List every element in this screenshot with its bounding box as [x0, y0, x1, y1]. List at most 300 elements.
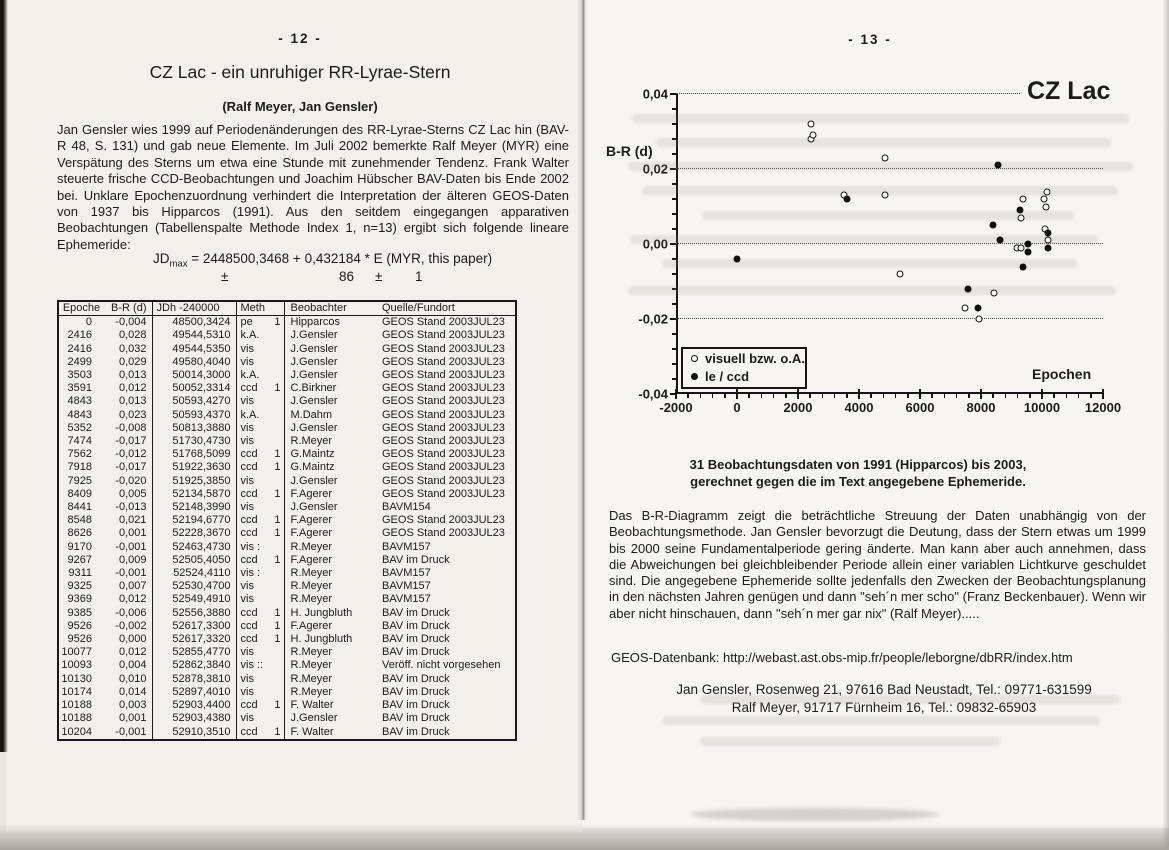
table-row [58, 659, 516, 672]
y-minor-tick-mark [672, 198, 676, 200]
x-minor-tick-mark [1090, 394, 1092, 398]
observations-table [57, 300, 517, 741]
cell-br: 0,001 [104, 527, 152, 540]
x-minor-tick-mark [956, 394, 958, 398]
data-point-open [975, 316, 982, 323]
col-header-beobachter: Beobachter [290, 302, 347, 314]
cell-beobachter: R.Meyer [290, 540, 333, 553]
bleed-through-artifact [700, 695, 1120, 704]
cell-epoche: 5352 [67, 421, 92, 434]
cell-quelle: BAV im Druck [382, 646, 450, 659]
cell-epoche: 2416 [67, 342, 92, 355]
x-minor-tick-mark [1078, 394, 1080, 398]
data-point-open [1041, 196, 1048, 203]
cell-beobachter: J.Gensler [290, 329, 338, 342]
cell-epoche: 9170 [67, 540, 92, 553]
data-point-filled [1020, 263, 1027, 270]
cell-br: 0,000 [104, 633, 152, 646]
y-tick-label: 0,02 [642, 161, 668, 177]
table-row [58, 699, 516, 712]
cell-beobachter: R.Meyer [290, 659, 333, 672]
x-minor-tick-mark [761, 394, 763, 398]
cell-meth: ccd [240, 461, 258, 474]
table-row [58, 488, 516, 501]
cell-quelle: BAVM157 [382, 540, 431, 553]
cell-quelle: BAV im Druck [382, 553, 450, 566]
cell-meth: vis [240, 435, 254, 448]
cell-jdh: 52903,4400 [152, 699, 236, 712]
cell-beobachter: J.Gensler [290, 474, 338, 487]
bleed-through-artifact [628, 286, 1116, 295]
chart-title: CZ Lac [1024, 77, 1113, 106]
cell-meth: ccd [240, 527, 258, 540]
legend-label: le / ccd [705, 368, 750, 384]
x-minor-tick-mark [809, 394, 811, 398]
data-point-filled [1024, 241, 1031, 248]
data-point-filled [964, 286, 971, 293]
cell-beobachter: H. Jungbluth [290, 606, 353, 619]
cell-quelle: BAV im Druck [382, 725, 450, 738]
x-minor-tick-mark [992, 394, 994, 398]
figure-caption [608, 456, 1108, 490]
cell-beobachter: H. Jungbluth [290, 633, 353, 646]
bleed-through-artifact [632, 114, 1130, 123]
table-row [58, 448, 516, 461]
cell-epoche: 9369 [67, 593, 92, 606]
x-tick-mark [736, 389, 738, 399]
x-axis-label: Epochen [1032, 366, 1092, 382]
x-tick-label: 8000 [966, 400, 996, 415]
cell-meth: k.A. [240, 369, 260, 382]
table-row [58, 369, 516, 382]
cell-epoche: 9526 [67, 633, 92, 646]
y-minor-tick-mark [672, 333, 676, 335]
data-point-open [1044, 237, 1051, 244]
cell-beobachter: R.Meyer [290, 593, 333, 606]
cell-br: 0,013 [104, 369, 152, 382]
col-header-br: B-R (d) [104, 301, 152, 316]
x-minor-tick-mark [1053, 394, 1055, 398]
cell-beobachter: R.Meyer [290, 567, 333, 580]
cell-jdh: 52524,4110 [152, 567, 236, 580]
cell-beobachter: J.Gensler [290, 355, 338, 368]
open-circle-marker-icon [691, 355, 698, 362]
cell-br: -0,017 [104, 461, 152, 474]
cell-jdh: 52505,4050 [152, 554, 236, 567]
cell-index: 1 [268, 382, 284, 395]
cell-quelle: BAVM157 [382, 593, 431, 606]
cell-br: 0,012 [104, 593, 152, 606]
data-point-open [881, 192, 888, 199]
cell-index: 1 [268, 699, 284, 712]
x-minor-tick-mark [1029, 394, 1031, 398]
cell-index [268, 659, 284, 672]
cell-jdh: 52549,4910 [152, 593, 236, 606]
x-minor-tick-mark [1066, 394, 1068, 398]
data-point-filled [994, 162, 1001, 169]
x-tick-mark [675, 389, 677, 399]
cell-jdh: 52194,6770 [152, 514, 236, 527]
cell-beobachter: F. Walter [290, 725, 334, 738]
table-row [58, 580, 516, 593]
x-tick-label: 0 [733, 400, 741, 415]
y-tick-label: 0,04 [642, 86, 668, 102]
cell-index: 1 [268, 633, 284, 646]
x-minor-tick-mark [895, 394, 897, 398]
page-fold-seam [577, 0, 588, 820]
cell-br: 0,021 [104, 514, 152, 527]
cell-jdh: 50052,3314 [152, 382, 236, 395]
cell-beobachter: Hipparcos [290, 316, 341, 329]
cell-meth: vis [240, 580, 254, 593]
table-row [58, 527, 516, 540]
cell-index: 1 [268, 461, 284, 474]
cell-quelle: GEOS Stand 2003JUL23 [382, 448, 505, 461]
cell-index [268, 593, 284, 606]
cell-beobachter: M.Dahm [290, 408, 333, 421]
table-row [58, 686, 516, 699]
cell-jdh: 52617,3300 [152, 620, 236, 633]
cell-epoche: 4843 [67, 408, 92, 421]
cell-beobachter: R.Meyer [290, 672, 333, 685]
cell-beobachter: F. Walter [290, 699, 334, 712]
x-tick-mark [1102, 389, 1104, 399]
cell-br: -0,012 [104, 448, 152, 461]
table-row [58, 541, 516, 554]
cell-br: -0,004 [104, 316, 152, 330]
cell-index [268, 541, 284, 554]
cell-meth: vis : [240, 567, 261, 580]
cell-jdh: 51922,3630 [152, 461, 236, 474]
cell-meth: vis [240, 712, 254, 725]
table-row [58, 620, 516, 633]
cell-quelle: GEOS Stand 2003JUL23 [382, 408, 505, 421]
cell-meth: ccd [240, 699, 258, 712]
cell-epoche: 7474 [67, 435, 92, 448]
cell-jdh: 52910,3510 [152, 726, 236, 740]
x-minor-tick-mark [687, 394, 689, 398]
cell-meth: vis [240, 593, 254, 606]
cell-meth: ccd [240, 382, 258, 395]
legend-entry [683, 367, 805, 385]
cell-quelle: BAV im Druck [382, 672, 450, 685]
cell-meth: k.A. [240, 329, 260, 342]
cell-jdh: 52134,5870 [152, 488, 236, 501]
cell-quelle: GEOS Stand 2003JUL23 [382, 395, 505, 408]
cell-jdh: 52148,3990 [152, 501, 236, 514]
cell-br: 0,009 [104, 554, 152, 567]
cell-index: 1 [268, 316, 284, 330]
cell-epoche: 7562 [67, 448, 92, 461]
contact-line-1: Jan Gensler, Rosenweg 21, 97616 Bad Neustadt, Tel.: 09771-631599 [676, 682, 1092, 697]
cell-beobachter: F.Agerer [290, 514, 333, 527]
cell-meth: ccd [240, 606, 258, 619]
data-point-filled [975, 304, 982, 311]
cell-jdh: 52530,4700 [152, 580, 236, 593]
caption-line-2: gerechnet gegen die im Text angegebene Ephemeride. [690, 474, 1026, 489]
bleed-through-artifact [656, 138, 1111, 147]
cell-jdh: 50014,3000 [152, 369, 236, 382]
cell-br: 0,014 [104, 686, 152, 699]
bleed-through-artifact [662, 259, 1077, 268]
x-tick-label: 12000 [1084, 400, 1122, 415]
x-minor-tick-mark [883, 394, 885, 398]
ephemeris-uncertainty-line [153, 269, 483, 285]
cell-jdh: 50593,4370 [152, 409, 236, 422]
cell-br: -0,006 [104, 607, 152, 620]
table-row [58, 646, 516, 659]
cell-jdh: 52617,3320 [152, 633, 236, 646]
cell-index [268, 673, 284, 686]
cell-br: 0,023 [104, 409, 152, 422]
cell-index: 1 [268, 514, 284, 527]
page-number-12: - 12 - [278, 31, 322, 46]
cell-beobachter: G.Maintz [290, 461, 335, 474]
caption-line-1: 31 Beobachtungsdaten von 1991 (Hipparcos) bis 2003, [689, 457, 1027, 472]
table-row [58, 343, 516, 356]
h-gridline [676, 93, 1020, 94]
table-row [58, 514, 516, 527]
cell-quelle: GEOS Stand 2003JUL23 [382, 435, 505, 448]
cell-quelle: GEOS Stand 2003JUL23 [382, 487, 505, 500]
cell-br: -0,001 [104, 726, 152, 740]
x-minor-tick-mark [1017, 394, 1019, 398]
x-minor-tick-mark [907, 394, 909, 398]
table-row [58, 726, 516, 740]
cell-epoche: 10130 [61, 672, 92, 685]
y-axis-label: B-R (d) [606, 143, 653, 159]
data-point-filled [1044, 229, 1051, 236]
y-minor-tick-mark [672, 213, 676, 215]
data-point-open [961, 304, 968, 311]
cell-meth: ccd [240, 633, 258, 646]
table-header-row [58, 301, 516, 316]
cell-beobachter: F.Agerer [290, 553, 333, 566]
table-row [58, 409, 516, 422]
cell-br: -0,002 [104, 620, 152, 633]
x-tick-label: 6000 [905, 400, 935, 415]
x-minor-tick-mark [931, 394, 933, 398]
cell-meth: ccd [240, 553, 258, 566]
y-tick-mark [670, 318, 676, 320]
cell-beobachter: J.Gensler [290, 712, 338, 725]
table-row [58, 382, 516, 395]
data-point-filled [997, 237, 1004, 244]
formula-jd: JD [153, 251, 170, 266]
data-point-open [881, 154, 888, 161]
discussion-paragraph: Das B-R-Diagramm zeigt die beträchtliche Streuung der Daten unabhängig von der Beobachtungsmethode. Jan Gensler bevorzugt die Deutung, dass der Stern etwas um 1999 bis 2000 seine Fundamentalperiode gering änderte. Man kann aber auch annehmen, dass die Abweichungen bei gleichbleibender Periode allein einer variablen Lichtkurve geschuldet sind. Die angegebene Ephemeride sollte jedenfalls den Zwecken der Beobachtungsplanung in den nächsten Jahren genügen und dann "seh´n mer scho" (Franz Beckenbauer). Wenn wir aber nicht hinschauen, dann "seh´n mer gar nix" (Ralf Meyer)..... [609, 508, 1146, 621]
y-tick-label: 0,00 [642, 236, 668, 252]
data-point-open [807, 121, 814, 128]
cell-epoche: 10093 [61, 659, 92, 672]
table-row [58, 435, 516, 448]
cell-index: 1 [268, 607, 284, 620]
cell-epoche: 7918 [67, 461, 92, 474]
col-header-index [268, 301, 284, 316]
x-tick-mark [1041, 389, 1043, 399]
y-minor-tick-mark [672, 363, 676, 365]
x-minor-tick-mark [785, 394, 787, 398]
cell-epoche: 0 [85, 316, 92, 329]
cell-beobachter: R.Meyer [290, 580, 333, 593]
cell-epoche: 10188 [61, 699, 92, 712]
scan-bottom-edge-shadow [0, 824, 1169, 850]
cell-br: 0,012 [104, 646, 152, 659]
uncertainty-value-epoch: 86 [339, 269, 355, 284]
cell-index [268, 501, 284, 514]
cell-epoche: 8548 [67, 514, 92, 527]
cell-epoche: 10204 [61, 725, 92, 738]
x-tick-mark [858, 389, 860, 399]
cell-beobachter: F.Agerer [290, 619, 333, 632]
y-tick-label: -0,02 [638, 311, 668, 327]
cell-br: 0,001 [104, 712, 152, 725]
scan-right-edge-shadow [1162, 0, 1169, 850]
cell-jdh: 52903,4380 [152, 712, 236, 725]
cell-quelle: BAVM154 [382, 501, 431, 514]
cell-index: 1 [268, 726, 284, 740]
cell-index [268, 686, 284, 699]
x-minor-tick-mark [724, 394, 726, 398]
legend-label: visuell bzw. o.A. [705, 350, 805, 366]
uncertainty-value-period: 1 [415, 269, 423, 284]
x-tick-mark [919, 389, 921, 399]
cell-jdh: 51730,4730 [152, 435, 236, 448]
data-point-open [1018, 214, 1025, 221]
y-minor-tick-mark [672, 273, 676, 275]
data-point-open [1042, 203, 1049, 210]
data-point-filled [843, 196, 850, 203]
cell-index: 1 [268, 488, 284, 501]
cell-index [268, 369, 284, 382]
table-row [58, 554, 516, 567]
ephemeris-formula [153, 251, 492, 270]
bleed-through-artifact [700, 737, 1000, 746]
y-minor-tick-mark [672, 303, 676, 305]
cell-br: 0,005 [104, 488, 152, 501]
cell-quelle: GEOS Stand 2003JUL23 [382, 316, 505, 329]
cell-quelle: BAV im Druck [382, 712, 450, 725]
article-byline: (Ralf Meyer, Jan Gensler) [222, 99, 378, 114]
observations-table-body [58, 316, 516, 740]
cell-index [268, 712, 284, 725]
cell-epoche: 9311 [68, 567, 92, 580]
scan-smudge-artifact [690, 808, 940, 821]
cell-beobachter: J.Gensler [290, 501, 338, 514]
data-point-filled [1045, 244, 1052, 251]
cell-index [268, 580, 284, 593]
cell-epoche: 9325 [67, 580, 92, 593]
cell-quelle: GEOS Stand 2003JUL23 [382, 474, 505, 487]
cell-meth: vis [240, 501, 254, 514]
cell-br: 0,028 [104, 329, 152, 342]
chart-legend [681, 347, 807, 389]
cell-quelle: BAV im Druck [382, 699, 450, 712]
x-tick-label: 4000 [844, 400, 874, 415]
table-row [58, 395, 516, 408]
contact-line-2: Ralf Meyer, 91717 Fürnheim 16, Tel.: 09832-65903 [731, 699, 1037, 715]
x-minor-tick-mark [944, 394, 946, 398]
bleed-through-artifact [628, 162, 1133, 171]
cell-beobachter: R.Meyer [290, 685, 333, 698]
cell-quelle: BAV im Druck [382, 685, 450, 698]
cell-index [268, 329, 284, 342]
table-row [58, 593, 516, 606]
cell-beobachter: J.Gensler [290, 342, 338, 355]
y-minor-tick-mark [672, 348, 676, 350]
formula-jd-subscript: max [169, 258, 188, 270]
table-row [58, 567, 516, 580]
page-number-13: - 13 - [848, 32, 892, 47]
data-point-open [810, 132, 817, 139]
cell-jdh: 49580,4040 [152, 356, 236, 369]
y-tick-mark [670, 93, 676, 95]
cell-epoche: 9267 [67, 553, 92, 566]
x-minor-tick-mark [834, 394, 836, 398]
cell-beobachter: J.Gensler [290, 369, 338, 382]
cell-meth: k.A. [240, 408, 260, 421]
cell-epoche: 2416 [67, 329, 92, 342]
col-header-jdh: JDh -240000 [152, 301, 236, 316]
cell-epoche: 3591 [67, 382, 92, 395]
cell-meth: vis [240, 474, 254, 487]
cell-quelle: BAV im Druck [382, 606, 450, 619]
cell-epoche: 10188 [61, 712, 92, 725]
x-minor-tick-mark [748, 394, 750, 398]
cell-br: 0,004 [104, 659, 152, 672]
cell-meth: vis [240, 646, 254, 659]
cell-br: -0,013 [104, 501, 152, 514]
x-minor-tick-mark [712, 394, 714, 398]
cell-index [268, 395, 284, 408]
x-minor-tick-mark [700, 394, 702, 398]
cell-meth: vis :: [240, 659, 264, 672]
intro-paragraph: Jan Gensler wies 1999 auf Periodenänderungen des RR-Lyrae-Sterns CZ Lac hin (BAV-R 48, S. 131) und gab neue Elemente. Im Juli 2002 bemerkte Ralf Meyer (MYR) eine Verspätung des Sterns um etwa eine Stunde mit zunehmender Tendenz. Frank Walter steuerte frische CCD-Beobachtungen und Joachim Hübscher BAV-Daten bis Ende 2002 bei. Unklare Epochenzuordnung verhindert die Interpretation der älteren GEOS-Daten von 1937 bis Hipparcos (1991). Aus den seitdem eingegangen apparativen Beobachtungen (Tabellenspalte Methode Index 1, n=13) ergibt sich folgende lineare Ephemeride: [57, 122, 569, 252]
cell-br: -0,008 [104, 422, 152, 435]
cell-quelle: BAV im Druck [382, 619, 450, 632]
cell-beobachter: J.Gensler [290, 395, 338, 408]
table-row [58, 712, 516, 725]
cell-beobachter: J.Gensler [290, 421, 338, 434]
cell-meth: vis [240, 421, 254, 434]
h-gridline [676, 318, 1103, 319]
cell-beobachter: C.Birkner [290, 382, 337, 395]
cell-epoche: 4843 [67, 395, 92, 408]
cell-jdh: 52556,3880 [152, 607, 236, 620]
cell-index: 1 [268, 554, 284, 567]
y-minor-tick-mark [672, 183, 676, 185]
cell-br: 0,012 [104, 382, 152, 395]
table-row [58, 461, 516, 474]
cell-index [268, 409, 284, 422]
cell-beobachter: G.Maintz [290, 448, 335, 461]
y-minor-tick-mark [672, 123, 676, 125]
cell-beobachter: F.Agerer [290, 487, 333, 500]
cell-jdh: 51768,5099 [152, 448, 236, 461]
cell-epoche: 8409 [67, 487, 92, 500]
cell-epoche: 10077 [61, 646, 92, 659]
cell-epoche: 8626 [67, 527, 92, 540]
x-minor-tick-mark [870, 394, 872, 398]
col-header-meth: Meth [240, 302, 265, 314]
cell-br: 0,029 [104, 356, 152, 369]
cell-meth: vis [240, 672, 254, 685]
cell-index [268, 422, 284, 435]
x-minor-tick-mark [1005, 394, 1007, 398]
cell-jdh: 52878,3810 [152, 673, 236, 686]
cell-quelle: GEOS Stand 2003JUL23 [382, 342, 505, 355]
cell-meth: vis [240, 685, 254, 698]
